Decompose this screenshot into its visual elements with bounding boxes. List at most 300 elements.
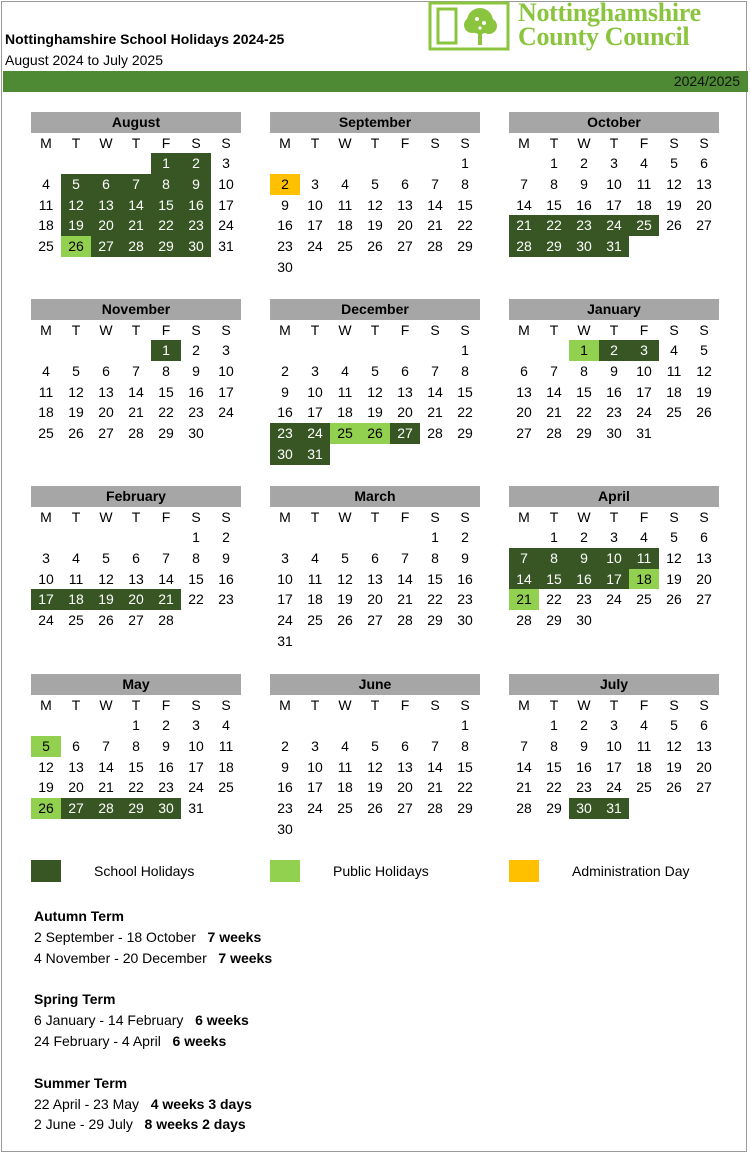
day-cell: 4: [72, 549, 80, 566]
day-cell: 3: [42, 549, 50, 566]
weekday-label: S: [460, 135, 470, 151]
day-cell: 23: [181, 215, 211, 236]
day-cell: 18: [38, 217, 54, 234]
day-cell: 16: [277, 217, 293, 234]
day-cell: 25: [38, 238, 54, 255]
day-cell: 13: [696, 737, 712, 754]
day-cell: 27: [98, 425, 114, 442]
day-cell: 15: [576, 383, 592, 400]
day-grid: [270, 133, 480, 278]
term-row: [34, 1114, 272, 1135]
empty-cell: [270, 153, 300, 174]
day-cell: 7: [431, 362, 439, 379]
day-cell: 28: [427, 425, 443, 442]
day-cell: 23: [606, 404, 622, 421]
day-grid: [270, 695, 480, 840]
day-cell: 29: [121, 798, 151, 819]
day-cell: 17: [218, 196, 234, 213]
day-cell: 3: [281, 549, 289, 566]
month-february: [31, 486, 241, 631]
weekday-label: F: [639, 697, 649, 713]
day-cell: 19: [367, 217, 383, 234]
day-cell: 25: [218, 779, 234, 796]
weekday-label: W: [338, 322, 352, 338]
day-cell: 9: [580, 737, 588, 754]
day-cell: 11: [636, 175, 652, 192]
day-cell: 14: [427, 758, 443, 775]
day-cell: 14: [128, 383, 144, 400]
empty-cell: [360, 340, 390, 361]
day-cell: 25: [330, 423, 360, 444]
day-cell: 2: [281, 737, 289, 754]
day-cell: 19: [38, 779, 54, 796]
month-name: April: [509, 486, 719, 507]
day-cell: 17: [218, 383, 234, 400]
day-cell: 31: [277, 632, 293, 649]
weekday-label: F: [639, 509, 649, 525]
day-cell: 9: [162, 737, 170, 754]
council-name-line1: Nottinghamshire: [518, 0, 701, 27]
day-cell: 12: [337, 570, 353, 587]
day-cell: 8: [192, 549, 200, 566]
day-cell: 2: [281, 362, 289, 379]
day-cell: 6: [132, 549, 140, 566]
month-name: January: [509, 299, 719, 320]
weekday-label: W: [577, 135, 591, 151]
day-cell: 29: [546, 800, 562, 817]
day-cell: 28: [158, 612, 174, 629]
weekday-label: S: [460, 322, 470, 338]
empty-cell: [61, 527, 91, 548]
empty-cell: [509, 527, 539, 548]
day-cell: 7: [401, 549, 409, 566]
day-cell: 3: [610, 529, 618, 545]
day-cell: 12: [367, 758, 383, 775]
day-cell: 15: [427, 570, 443, 587]
day-cell: 29: [576, 425, 592, 442]
day-cell: 8: [132, 737, 140, 754]
day-cell: 17: [277, 591, 293, 608]
empty-cell: [509, 715, 539, 736]
day-cell: 7: [431, 737, 439, 754]
day-cell: 4: [311, 549, 319, 566]
empty-cell: [61, 153, 91, 174]
day-cell: 10: [218, 175, 234, 192]
day-cell: 21: [397, 591, 413, 608]
day-cell: 17: [636, 383, 652, 400]
weekday-label: S: [191, 322, 201, 338]
term-row: [34, 948, 272, 969]
day-cell: 26: [666, 591, 682, 608]
weekday-label: M: [518, 322, 530, 338]
day-cell: 8: [461, 362, 469, 379]
day-cell: 21: [151, 589, 181, 610]
day-cell: 10: [606, 737, 622, 754]
weekday-label: T: [549, 322, 559, 338]
day-cell: 14: [516, 196, 532, 213]
weekday-label: M: [279, 509, 291, 525]
day-cell: 21: [427, 779, 443, 796]
day-cell: 26: [98, 612, 114, 629]
day-cell: 23: [218, 591, 234, 608]
term-row: [34, 927, 272, 948]
term-row: [34, 1031, 272, 1052]
empty-cell: [91, 715, 121, 736]
day-cell: 6: [401, 737, 409, 754]
day-cell: 30: [270, 444, 300, 465]
day-cell: 15: [546, 196, 562, 213]
day-cell: 28: [427, 238, 443, 255]
day-cell: 31: [300, 444, 330, 465]
term-length: 7 weeks: [207, 928, 262, 945]
day-cell: 6: [700, 155, 708, 171]
spacer: [34, 1052, 272, 1073]
day-cell: 25: [636, 591, 652, 608]
term-dates-text: 2 September - 18 October: [34, 928, 208, 945]
legend-swatch: [509, 860, 539, 882]
term-length: 7 weeks: [218, 949, 273, 966]
day-cell: 23: [158, 779, 174, 796]
day-cell: 26: [61, 236, 91, 257]
day-cell: 23: [188, 404, 204, 421]
weekday-label: T: [370, 135, 380, 151]
day-cell: 31: [599, 798, 629, 819]
day-cell: 12: [61, 195, 91, 216]
day-cell: 3: [222, 155, 230, 171]
day-cell: 11: [38, 196, 54, 213]
day-cell: 27: [696, 217, 712, 234]
weekday-label: T: [310, 509, 320, 525]
day-cell: 30: [277, 820, 293, 837]
weekday-label: T: [131, 509, 141, 525]
day-cell: 23: [576, 779, 592, 796]
day-cell: 4: [341, 362, 349, 379]
empty-cell: [151, 527, 181, 548]
day-cell: 11: [337, 196, 353, 213]
day-grid: [270, 320, 480, 465]
day-cell: 27: [367, 612, 383, 629]
empty-cell: [330, 715, 360, 736]
day-cell: 18: [629, 569, 659, 590]
day-cell: 22: [427, 591, 443, 608]
day-cell: 23: [277, 800, 293, 817]
weekday-label: T: [131, 135, 141, 151]
day-cell: 22: [546, 779, 562, 796]
day-cell: 15: [188, 570, 204, 587]
day-cell: 6: [371, 549, 379, 566]
day-cell: 21: [509, 589, 539, 610]
year-bar: [3, 71, 748, 92]
day-grid: [509, 320, 719, 444]
weekday-label: T: [549, 135, 559, 151]
day-cell: 18: [307, 591, 323, 608]
empty-cell: [360, 153, 390, 174]
day-cell: 26: [31, 798, 61, 819]
day-cell: 16: [576, 758, 592, 775]
day-cell: 16: [158, 758, 174, 775]
day-cell: 24: [636, 404, 652, 421]
day-cell: 14: [516, 758, 532, 775]
weekday-label: W: [99, 322, 113, 338]
day-cell: 11: [629, 548, 659, 569]
day-cell: 2: [222, 529, 230, 545]
day-cell: 11: [666, 362, 682, 379]
empty-cell: [390, 715, 420, 736]
day-cell: 20: [696, 196, 712, 213]
day-cell: 8: [151, 174, 181, 195]
day-cell: 28: [121, 236, 151, 257]
weekday-label: S: [460, 509, 470, 525]
term-heading: Spring Term: [34, 991, 116, 1008]
day-cell: 31: [218, 238, 234, 255]
day-cell: 11: [218, 737, 234, 754]
legend-swatch: [31, 860, 61, 882]
day-cell: 5: [670, 529, 678, 545]
day-cell: 24: [188, 779, 204, 796]
empty-cell: [330, 340, 360, 361]
day-cell: 11: [38, 383, 54, 400]
day-cell: 25: [307, 612, 323, 629]
day-cell: 22: [128, 779, 144, 796]
term-length: 6 weeks: [172, 1032, 227, 1049]
day-cell: 20: [98, 404, 114, 421]
day-cell: 6: [700, 717, 708, 733]
empty-cell: [31, 340, 61, 361]
weekday-label: S: [669, 322, 679, 338]
day-cell: 10: [277, 570, 293, 587]
day-cell: 2: [580, 529, 588, 545]
month-name: July: [509, 674, 719, 695]
day-cell: 21: [509, 215, 539, 236]
month-december: [270, 299, 480, 465]
day-cell: 18: [636, 196, 652, 213]
day-cell: 20: [91, 215, 121, 236]
day-cell: 19: [367, 779, 383, 796]
day-cell: 19: [666, 758, 682, 775]
day-cell: 1: [461, 717, 469, 733]
day-grid: [31, 507, 241, 631]
weekday-label: W: [577, 322, 591, 338]
day-cell: 26: [367, 238, 383, 255]
day-cell: 24: [218, 217, 234, 234]
day-cell: 1: [132, 717, 140, 733]
day-cell: 9: [461, 549, 469, 566]
day-cell: 9: [580, 175, 588, 192]
month-june: [270, 674, 480, 840]
day-cell: 6: [401, 175, 409, 192]
weekday-label: W: [338, 697, 352, 713]
day-cell: 15: [151, 195, 181, 216]
day-cell: 4: [42, 175, 50, 192]
day-cell: 17: [188, 758, 204, 775]
day-cell: 7: [550, 362, 558, 379]
day-cell: 5: [670, 717, 678, 733]
day-cell: 23: [576, 591, 592, 608]
day-cell: 12: [367, 196, 383, 213]
weekday-label: S: [699, 697, 709, 713]
day-cell: 26: [68, 425, 84, 442]
empty-cell: [300, 527, 330, 548]
legend-label: School Holidays: [94, 863, 195, 879]
empty-cell: [539, 340, 569, 361]
day-cell: 24: [606, 591, 622, 608]
weekday-label: M: [40, 697, 52, 713]
day-cell: 30: [569, 236, 599, 257]
page-subtitle: August 2024 to July 2025: [5, 52, 164, 68]
weekday-label: S: [430, 322, 440, 338]
day-cell: 15: [539, 569, 569, 590]
day-cell: 1: [569, 340, 599, 361]
day-cell: 20: [397, 404, 413, 421]
weekday-label: S: [460, 697, 470, 713]
day-cell: 24: [277, 612, 293, 629]
empty-cell: [121, 340, 151, 361]
day-cell: 9: [222, 549, 230, 566]
day-cell: 10: [218, 362, 234, 379]
day-cell: 7: [509, 548, 539, 569]
empty-cell: [300, 153, 330, 174]
empty-cell: [360, 715, 390, 736]
day-cell: 10: [606, 175, 622, 192]
day-cell: 7: [132, 362, 140, 379]
day-cell: 4: [640, 529, 648, 545]
day-cell: 13: [516, 383, 532, 400]
day-cell: 4: [341, 175, 349, 192]
day-cell: 19: [61, 215, 91, 236]
day-cell: 3: [311, 175, 319, 192]
weekday-label: S: [430, 135, 440, 151]
day-cell: 25: [666, 404, 682, 421]
day-cell: 18: [61, 589, 91, 610]
empty-cell: [91, 527, 121, 548]
day-cell: 22: [158, 404, 174, 421]
day-grid: [509, 133, 719, 257]
term-dates-text: 24 February - 4 April: [34, 1032, 173, 1049]
day-cell: 19: [337, 591, 353, 608]
weekday-label: S: [191, 697, 201, 713]
day-cell: 24: [307, 238, 323, 255]
day-cell: 15: [457, 758, 473, 775]
month-name: March: [270, 486, 480, 507]
weekday-label: W: [338, 135, 352, 151]
day-cell: 11: [68, 570, 84, 587]
day-cell: 11: [636, 737, 652, 754]
day-cell: 2: [181, 153, 211, 174]
day-cell: 5: [371, 362, 379, 379]
day-cell: 19: [666, 196, 682, 213]
day-cell: 10: [307, 758, 323, 775]
day-cell: 20: [696, 570, 712, 587]
day-cell: 7: [520, 737, 528, 754]
day-cell: 3: [629, 340, 659, 361]
empty-cell: [509, 340, 539, 361]
day-cell: 21: [546, 404, 562, 421]
tree-emblem-icon: [428, 1, 510, 51]
day-cell: 9: [610, 362, 618, 379]
day-cell: 23: [569, 215, 599, 236]
day-cell: 17: [31, 589, 61, 610]
day-cell: 16: [181, 195, 211, 216]
day-cell: 9: [181, 174, 211, 195]
month-name: June: [270, 674, 480, 695]
day-cell: 4: [222, 717, 230, 733]
day-cell: 20: [121, 589, 151, 610]
day-cell: 11: [337, 758, 353, 775]
term-row: [34, 1094, 272, 1115]
day-cell: 29: [457, 800, 473, 817]
day-cell: 1: [192, 529, 200, 545]
empty-cell: [270, 715, 300, 736]
day-cell: 5: [371, 737, 379, 754]
weekday-label: S: [221, 322, 231, 338]
day-grid: [509, 507, 719, 631]
day-grid: [31, 133, 241, 257]
day-cell: 12: [367, 383, 383, 400]
day-cell: 1: [461, 155, 469, 171]
empty-cell: [31, 527, 61, 548]
day-cell: 12: [68, 383, 84, 400]
day-cell: 5: [61, 174, 91, 195]
weekday-label: T: [310, 135, 320, 151]
day-cell: 8: [431, 549, 439, 566]
day-cell: 27: [390, 423, 420, 444]
day-cell: 6: [401, 362, 409, 379]
day-cell: 28: [516, 800, 532, 817]
day-cell: 14: [121, 195, 151, 216]
term-heading: Summer Term: [34, 1074, 128, 1091]
day-cell: 24: [218, 404, 234, 421]
day-cell: 13: [91, 195, 121, 216]
day-cell: 31: [188, 800, 204, 817]
day-cell: 30: [151, 798, 181, 819]
day-cell: 22: [457, 779, 473, 796]
weekday-label: F: [400, 509, 410, 525]
month-name: May: [31, 674, 241, 695]
weekday-label: F: [161, 135, 171, 151]
day-cell: 23: [270, 423, 300, 444]
weekday-label: T: [310, 697, 320, 713]
page-title: Nottinghamshire School Holidays 2024-25: [5, 31, 285, 47]
weekday-label: T: [71, 509, 81, 525]
weekday-label: T: [71, 322, 81, 338]
day-cell: 13: [397, 383, 413, 400]
day-cell: 25: [68, 612, 84, 629]
empty-cell: [330, 153, 360, 174]
day-cell: 16: [218, 570, 234, 587]
day-cell: 24: [300, 423, 330, 444]
empty-cell: [390, 527, 420, 548]
day-cell: 2: [162, 717, 170, 733]
month-may: [31, 674, 241, 819]
month-march: [270, 486, 480, 652]
day-cell: 7: [431, 175, 439, 192]
day-cell: 2: [580, 717, 588, 733]
day-cell: 7: [102, 737, 110, 754]
day-cell: 28: [128, 425, 144, 442]
day-cell: 18: [337, 404, 353, 421]
day-cell: 30: [181, 236, 211, 257]
weekday-label: M: [40, 322, 52, 338]
weekday-label: T: [370, 509, 380, 525]
empty-cell: [390, 340, 420, 361]
weekday-label: S: [430, 697, 440, 713]
day-cell: 1: [431, 529, 439, 545]
weekday-label: M: [518, 509, 530, 525]
day-cell: 6: [102, 362, 110, 379]
empty-cell: [300, 715, 330, 736]
day-cell: 13: [397, 758, 413, 775]
term-dates-text: 2 June - 29 July: [34, 1116, 145, 1133]
